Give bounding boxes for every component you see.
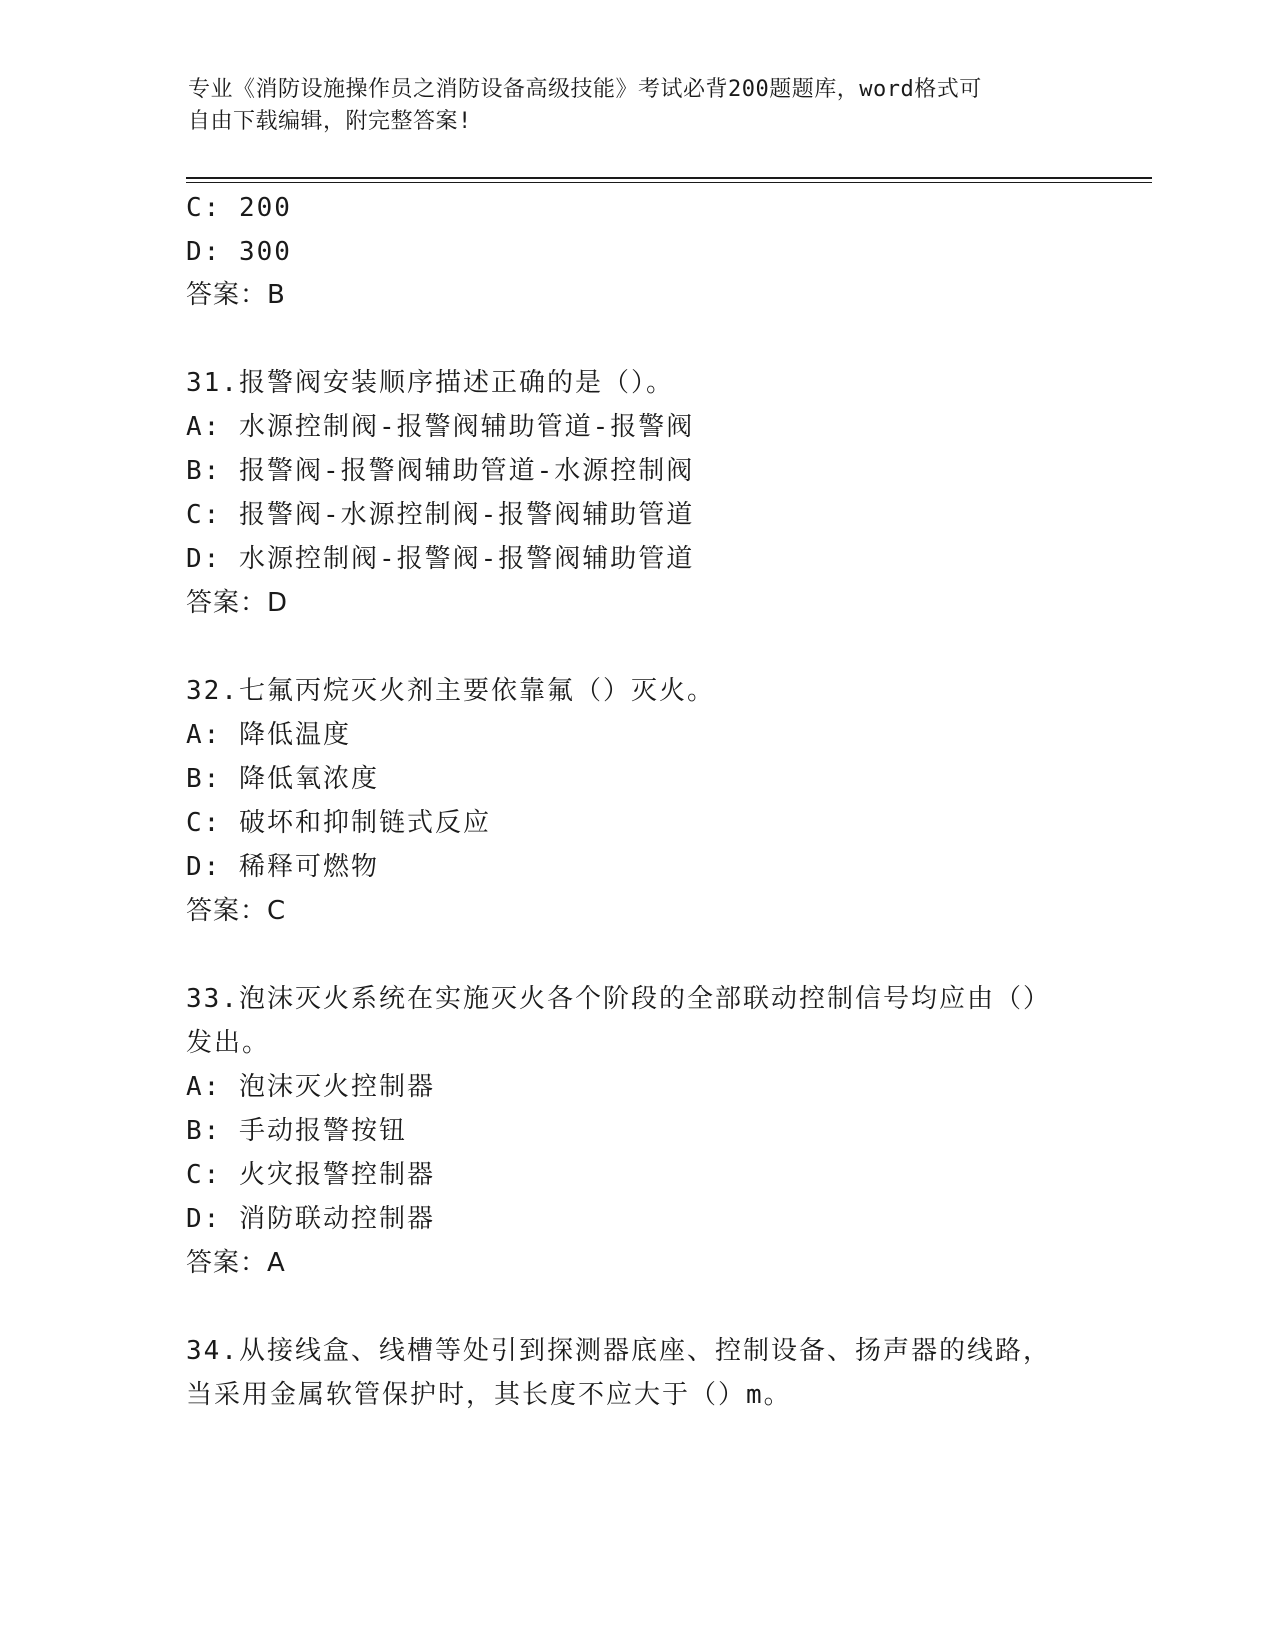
- q32-option-c: C: 破坏和抑制链式反应: [186, 808, 491, 838]
- q31-option-b: B: 报警阀-报警阀辅助管道-水源控制阀: [186, 456, 695, 486]
- q34-stem-line-2: 当采用金属软管保护时，其长度不应大于（）m。: [186, 1380, 792, 1410]
- q32-option-a: A: 降低温度: [186, 720, 351, 750]
- q31-stem: 31.报警阀安装顺序描述正确的是（）。: [186, 368, 674, 398]
- header-rule-thick: [186, 177, 1152, 179]
- q33-answer: 答案：A: [186, 1248, 286, 1278]
- q31-option-c: C: 报警阀-水源控制阀-报警阀辅助管道: [186, 500, 695, 530]
- q31-answer: 答案：D: [186, 588, 289, 618]
- q33-stem-line-1: 33.泡沫灭火系统在实施灭火各个阶段的全部联动控制信号均应由（）: [186, 984, 1051, 1014]
- q34-stem-line-1: 34.从接线盒、线槽等处引到探测器底座、控制设备、扬声器的线路，: [186, 1336, 1051, 1366]
- q32-option-d: D: 稀释可燃物: [186, 852, 379, 882]
- q32-answer: 答案：C: [186, 896, 287, 926]
- q31-option-d: D: 水源控制阀-报警阀-报警阀辅助管道: [186, 544, 695, 574]
- prev-option-d: D: 300: [186, 237, 292, 267]
- q33-option-b: B: 手动报警按钮: [186, 1116, 407, 1146]
- header-line-2: 自由下载编辑，附完整答案!: [188, 109, 472, 134]
- q33-option-d: D: 消防联动控制器: [186, 1204, 435, 1234]
- q33-stem-line-2: 发出。: [186, 1028, 271, 1058]
- q33-option-c: C: 火灾报警控制器: [186, 1160, 435, 1190]
- prev-answer: 答案：B: [186, 280, 286, 310]
- q32-stem: 32.七氟丙烷灭火剂主要依靠氟（）灭火。: [186, 676, 715, 706]
- header-rule-thin: [186, 182, 1152, 183]
- document-header: [188, 74, 1068, 138]
- q33-option-a: A: 泡沫灭火控制器: [186, 1072, 435, 1102]
- q31-option-a: A: 水源控制阀-报警阀辅助管道-报警阀: [186, 412, 695, 442]
- prev-option-c: C: 200: [186, 193, 292, 223]
- header-line-1: 专业《消防设施操作员之消防设备高级技能》考试必背200题题库，word格式可: [188, 77, 982, 102]
- q32-option-b: B: 降低氧浓度: [186, 764, 379, 794]
